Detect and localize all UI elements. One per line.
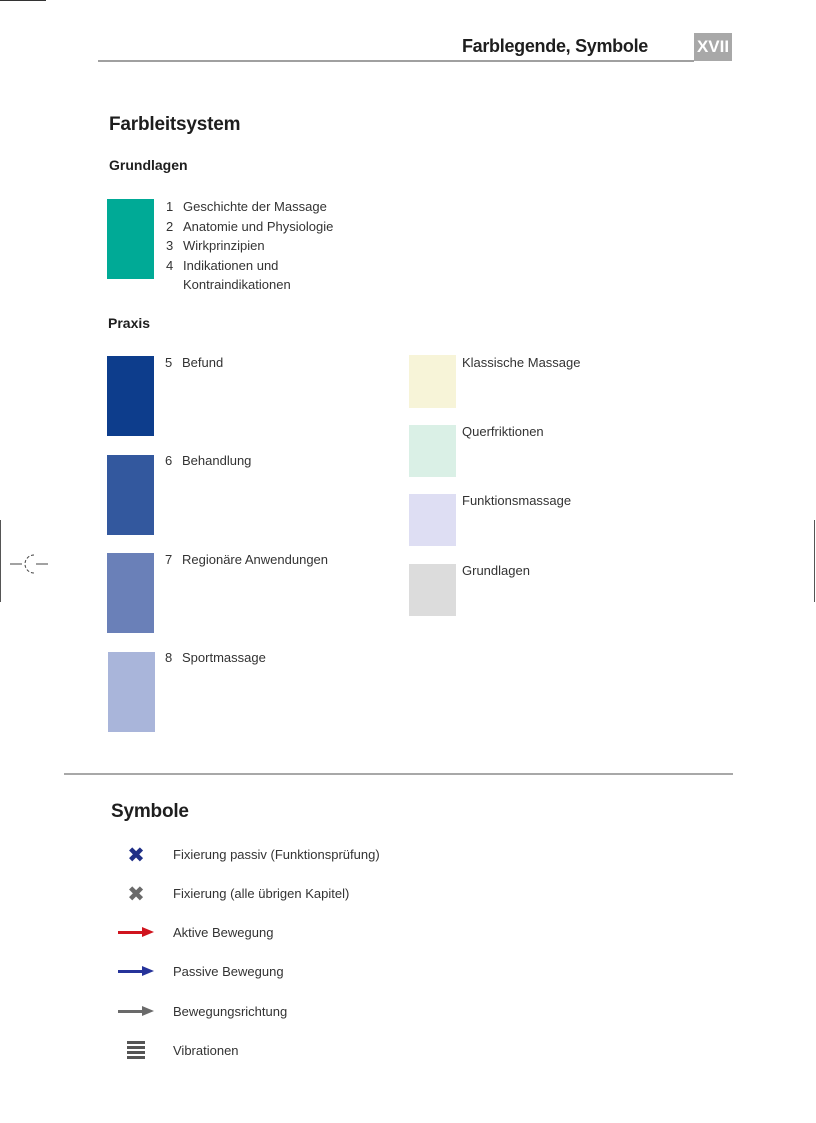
subsection-title-praxis: Praxis xyxy=(108,315,151,331)
section-divider xyxy=(64,773,733,775)
page-edge-left xyxy=(0,520,1,602)
header-rule xyxy=(98,60,694,62)
chapter-label: Sportmassage xyxy=(182,650,266,665)
category-label: Klassische Massage xyxy=(462,355,581,370)
vibration-icon xyxy=(127,1041,145,1059)
chapter-number: 5 xyxy=(165,355,173,370)
category-label: Funktionsmassage xyxy=(462,493,572,508)
arrow-red-icon xyxy=(118,927,156,938)
registration-mark xyxy=(10,552,50,576)
x-cross-gray-icon: ✖ xyxy=(127,882,145,906)
chapter-label: Befund xyxy=(182,355,224,370)
symbol-label: Aktive Bewegung xyxy=(173,925,274,940)
subsection-title-grundlagen: Grundlagen xyxy=(109,157,188,173)
category-label: Querfriktionen xyxy=(462,424,544,439)
color-swatch-funktionsmassage xyxy=(409,494,456,546)
section-title-farbleitsystem: Farbleitsystem xyxy=(109,114,241,135)
color-swatch-grundlagen-light xyxy=(409,564,456,616)
symbol-label: Fixierung (alle übrigen Kapitel) xyxy=(173,886,350,901)
list-item: 1 Geschichte der Massage xyxy=(166,199,327,214)
color-swatch-grundlagen xyxy=(107,199,154,279)
list-item: 2 Anatomie und Physiologie xyxy=(166,218,334,234)
list-item: 4 Indikationen und xyxy=(166,257,279,273)
color-swatch-regionaere-anwendungen xyxy=(107,553,154,633)
chapter-number: 7 xyxy=(165,552,173,567)
grundlagen-chapter-list xyxy=(166,197,333,295)
color-swatch-behandlung xyxy=(107,455,154,535)
arrow-gray-icon xyxy=(118,1006,156,1017)
chapter-number: 6 xyxy=(165,453,173,468)
color-swatch-sportmassage xyxy=(108,652,155,732)
x-cross-blue-icon: ✖ xyxy=(127,843,145,867)
symbol-label: Bewegungsrichtung xyxy=(173,1004,288,1019)
symbol-label: Passive Bewegung xyxy=(173,964,284,979)
running-header-title: Farblegende, Symbole xyxy=(461,36,648,56)
page-number-badge: XVII xyxy=(694,33,732,61)
color-swatch-klassische-massage xyxy=(409,355,456,408)
symbol-label: Fixierung passiv (Funktionsprüfung) xyxy=(173,847,380,862)
symbol-label: Vibrationen xyxy=(173,1043,239,1058)
category-label: Grundlagen xyxy=(462,563,530,578)
crop-mark-top xyxy=(0,0,46,1)
arrow-blue-icon xyxy=(118,966,156,977)
chapter-label: Regionäre Anwendungen xyxy=(182,552,329,567)
list-item: 3 Wirkprinzipien xyxy=(166,238,265,254)
chapter-number: 8 xyxy=(165,650,173,665)
chapter-label: Behandlung xyxy=(182,453,252,468)
list-item: Kontraindikationen xyxy=(183,277,291,293)
section-title-symbole: Symbole xyxy=(111,801,189,822)
color-swatch-befund xyxy=(107,356,154,436)
color-swatch-querfriktionen xyxy=(409,425,456,477)
page-edge-right xyxy=(814,520,815,602)
